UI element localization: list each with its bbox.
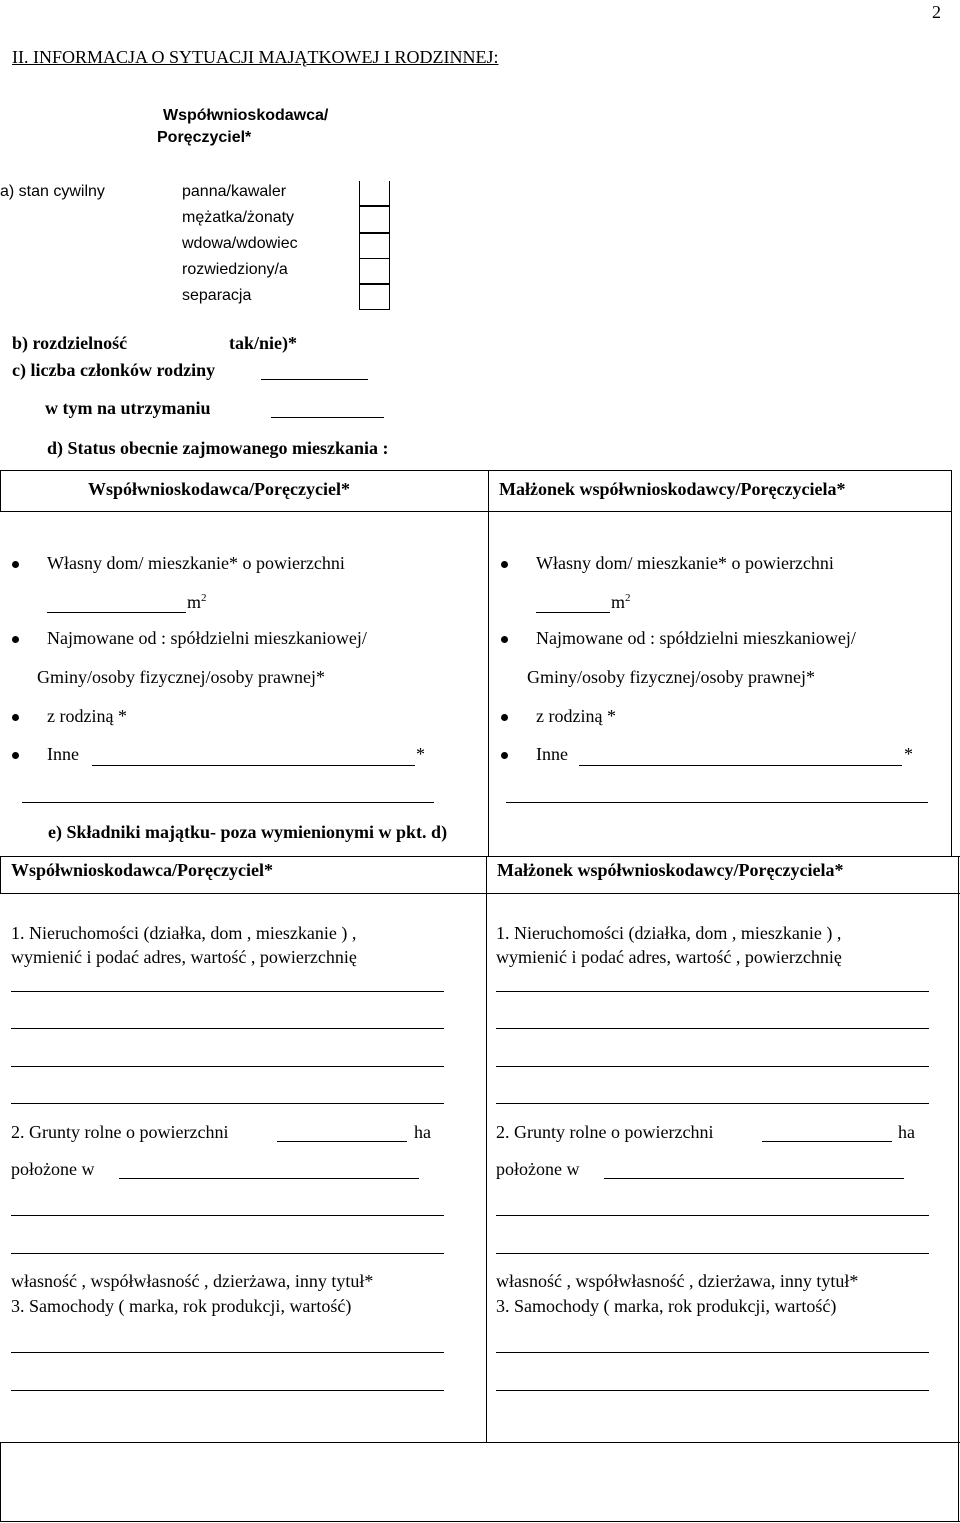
column-header-line2: Poręczyciel*	[157, 129, 252, 146]
cars-field[interactable]	[496, 1352, 929, 1353]
dependents-field[interactable]	[271, 417, 384, 418]
marital-option: panna/kawaler	[182, 183, 287, 200]
bullet-icon	[12, 636, 19, 643]
farmland-extra-field[interactable]	[11, 1253, 444, 1254]
housing-table-border	[0, 470, 951, 471]
other-label: Inne	[536, 744, 568, 764]
rented-label: Najmowane od : spółdzielni mieszkaniowej/	[536, 628, 856, 648]
separation-value: tak/nie)*	[229, 333, 298, 353]
with-family-label: z rodziną *	[47, 706, 127, 726]
other-star: *	[416, 744, 425, 764]
household-size-label: c) liczba członków rodziny	[12, 360, 216, 380]
marital-option: rozwiedziony/a	[182, 261, 288, 278]
farmland-extra-field[interactable]	[496, 1215, 929, 1216]
cars-field[interactable]	[11, 1390, 444, 1391]
cars-field[interactable]	[496, 1390, 929, 1391]
real-estate-field[interactable]	[11, 1066, 444, 1067]
real-estate-field[interactable]	[11, 1103, 444, 1104]
assets-table-border	[0, 1521, 960, 1522]
farmland-label: 2. Grunty rolne o powierzchni	[496, 1122, 714, 1142]
rented-label: Najmowane od : spółdzielni mieszkaniowej/	[47, 628, 367, 648]
housing-table-border	[0, 511, 951, 512]
farmland-area-field[interactable]	[277, 1141, 407, 1142]
marital-checkbox[interactable]	[359, 233, 390, 259]
other-star: *	[904, 744, 913, 764]
cars-label: 3. Samochody ( marka, rok produkcji, wartość)	[496, 1296, 837, 1316]
real-estate-label: 1. Nieruchomości (działka, dom , mieszkanie ) ,	[11, 923, 357, 943]
marital-option: separacja	[182, 287, 252, 304]
real-estate-field[interactable]	[11, 991, 444, 992]
assets-label: e) Składniki majątku- poza wymienionymi w pkt. d)	[48, 822, 448, 842]
ownership-label: własność , współwłasność , dzierżawa, inny tytuł*	[11, 1271, 374, 1291]
own-home-label: Własny dom/ mieszkanie* o powierzchni	[536, 553, 834, 573]
marital-status-label: a) stan cywilny	[0, 183, 105, 200]
marital-checkbox[interactable]	[359, 181, 390, 206]
housing-left-header: Współwnioskodawca/Poręczyciel*	[88, 479, 350, 499]
rented-label-2: Gminy/osoby fizycznej/osoby prawnej*	[527, 667, 815, 687]
separation-label: b) rozdzielność	[12, 333, 128, 353]
assets-table-border	[958, 856, 959, 1521]
real-estate-label: 1. Nieruchomości (działka, dom , mieszkanie ) ,	[496, 923, 842, 943]
bullet-icon	[501, 636, 508, 643]
located-label: położone w	[11, 1159, 95, 1179]
with-family-label: z rodziną *	[536, 706, 616, 726]
farmland-label: 2. Grunty rolne o powierzchni	[11, 1122, 229, 1142]
real-estate-label-2: wymienić i podać adres, wartość , powierzchnię	[496, 947, 842, 967]
real-estate-field[interactable]	[11, 1028, 444, 1029]
housing-right-header: Małżonek współwnioskodawcy/Poręczyciela*	[499, 479, 846, 499]
area-field[interactable]	[47, 612, 186, 613]
ownership-label: własność , współwłasność , dzierżawa, inny tytuł*	[496, 1271, 859, 1291]
own-home-label: Własny dom/ mieszkanie* o powierzchni	[47, 553, 345, 573]
marital-checkbox[interactable]	[359, 258, 390, 284]
household-size-field[interactable]	[261, 379, 368, 380]
farmland-extra-field[interactable]	[11, 1215, 444, 1216]
m2-text: m	[611, 592, 626, 612]
marital-checkbox[interactable]	[359, 284, 390, 310]
page-number: 2	[932, 2, 941, 22]
real-estate-label-2: wymienić i podać adres, wartość , powierzchnię	[11, 947, 357, 967]
other-extra-field[interactable]	[22, 802, 434, 803]
section-title: II. INFORMACJA O SYTUACJI MAJĄTKOWEJ I RODZINNEJ:	[12, 47, 499, 67]
real-estate-field[interactable]	[496, 991, 929, 992]
m2-unit: $m^2$	[187, 592, 207, 612]
dependents-label: w tym na utrzymaniu	[45, 398, 211, 418]
other-label: Inne	[47, 744, 79, 764]
bullet-icon	[12, 752, 19, 759]
hectare-unit: ha	[898, 1122, 915, 1142]
column-header-line1: Współwnioskodawca/	[163, 107, 329, 124]
assets-table-border	[0, 856, 1, 893]
housing-status-label: d) Status obecnie zajmowanego mieszkania :	[47, 438, 389, 458]
real-estate-field[interactable]	[496, 1066, 929, 1067]
housing-table-border	[488, 470, 489, 856]
bullet-icon	[12, 561, 19, 568]
assets-table-border	[0, 893, 960, 894]
rented-label-2: Gminy/osoby fizycznej/osoby prawnej*	[37, 667, 325, 687]
farmland-extra-field[interactable]	[496, 1253, 929, 1254]
marital-option: wdowa/wdowiec	[182, 235, 298, 252]
marital-option: mężatka/żonaty	[182, 209, 295, 226]
assets-table-border	[0, 1442, 960, 1443]
housing-table-border	[951, 470, 952, 856]
m2-unit: $m^2$	[611, 592, 631, 612]
cars-field[interactable]	[11, 1352, 444, 1353]
other-field[interactable]	[579, 765, 902, 766]
bullet-icon	[12, 714, 19, 721]
area-field[interactable]	[536, 612, 610, 613]
farmland-area-field[interactable]	[762, 1141, 892, 1142]
real-estate-field[interactable]	[496, 1103, 929, 1104]
bullet-icon	[501, 714, 508, 721]
bullet-icon	[501, 561, 508, 568]
bullet-icon	[501, 752, 508, 759]
cars-label: 3. Samochody ( marka, rok produkcji, wartość)	[11, 1296, 352, 1316]
assets-left-header: Współwnioskodawca/Poręczyciel*	[11, 860, 273, 880]
marital-checkbox[interactable]	[359, 206, 390, 233]
real-estate-field[interactable]	[496, 1028, 929, 1029]
other-field[interactable]	[92, 765, 415, 766]
located-label: położone w	[496, 1159, 580, 1179]
assets-table-border	[0, 856, 960, 857]
assets-right-header: Małżonek współwnioskodawcy/Poręczyciela*	[497, 860, 844, 880]
hectare-unit: ha	[414, 1122, 431, 1142]
other-extra-field[interactable]	[506, 802, 928, 803]
assets-table-border	[0, 1442, 1, 1521]
housing-table-border	[0, 470, 1, 511]
assets-table-border	[486, 856, 487, 1442]
m2-text: m	[187, 592, 202, 612]
location-field[interactable]	[119, 1178, 419, 1179]
location-field[interactable]	[604, 1178, 904, 1179]
